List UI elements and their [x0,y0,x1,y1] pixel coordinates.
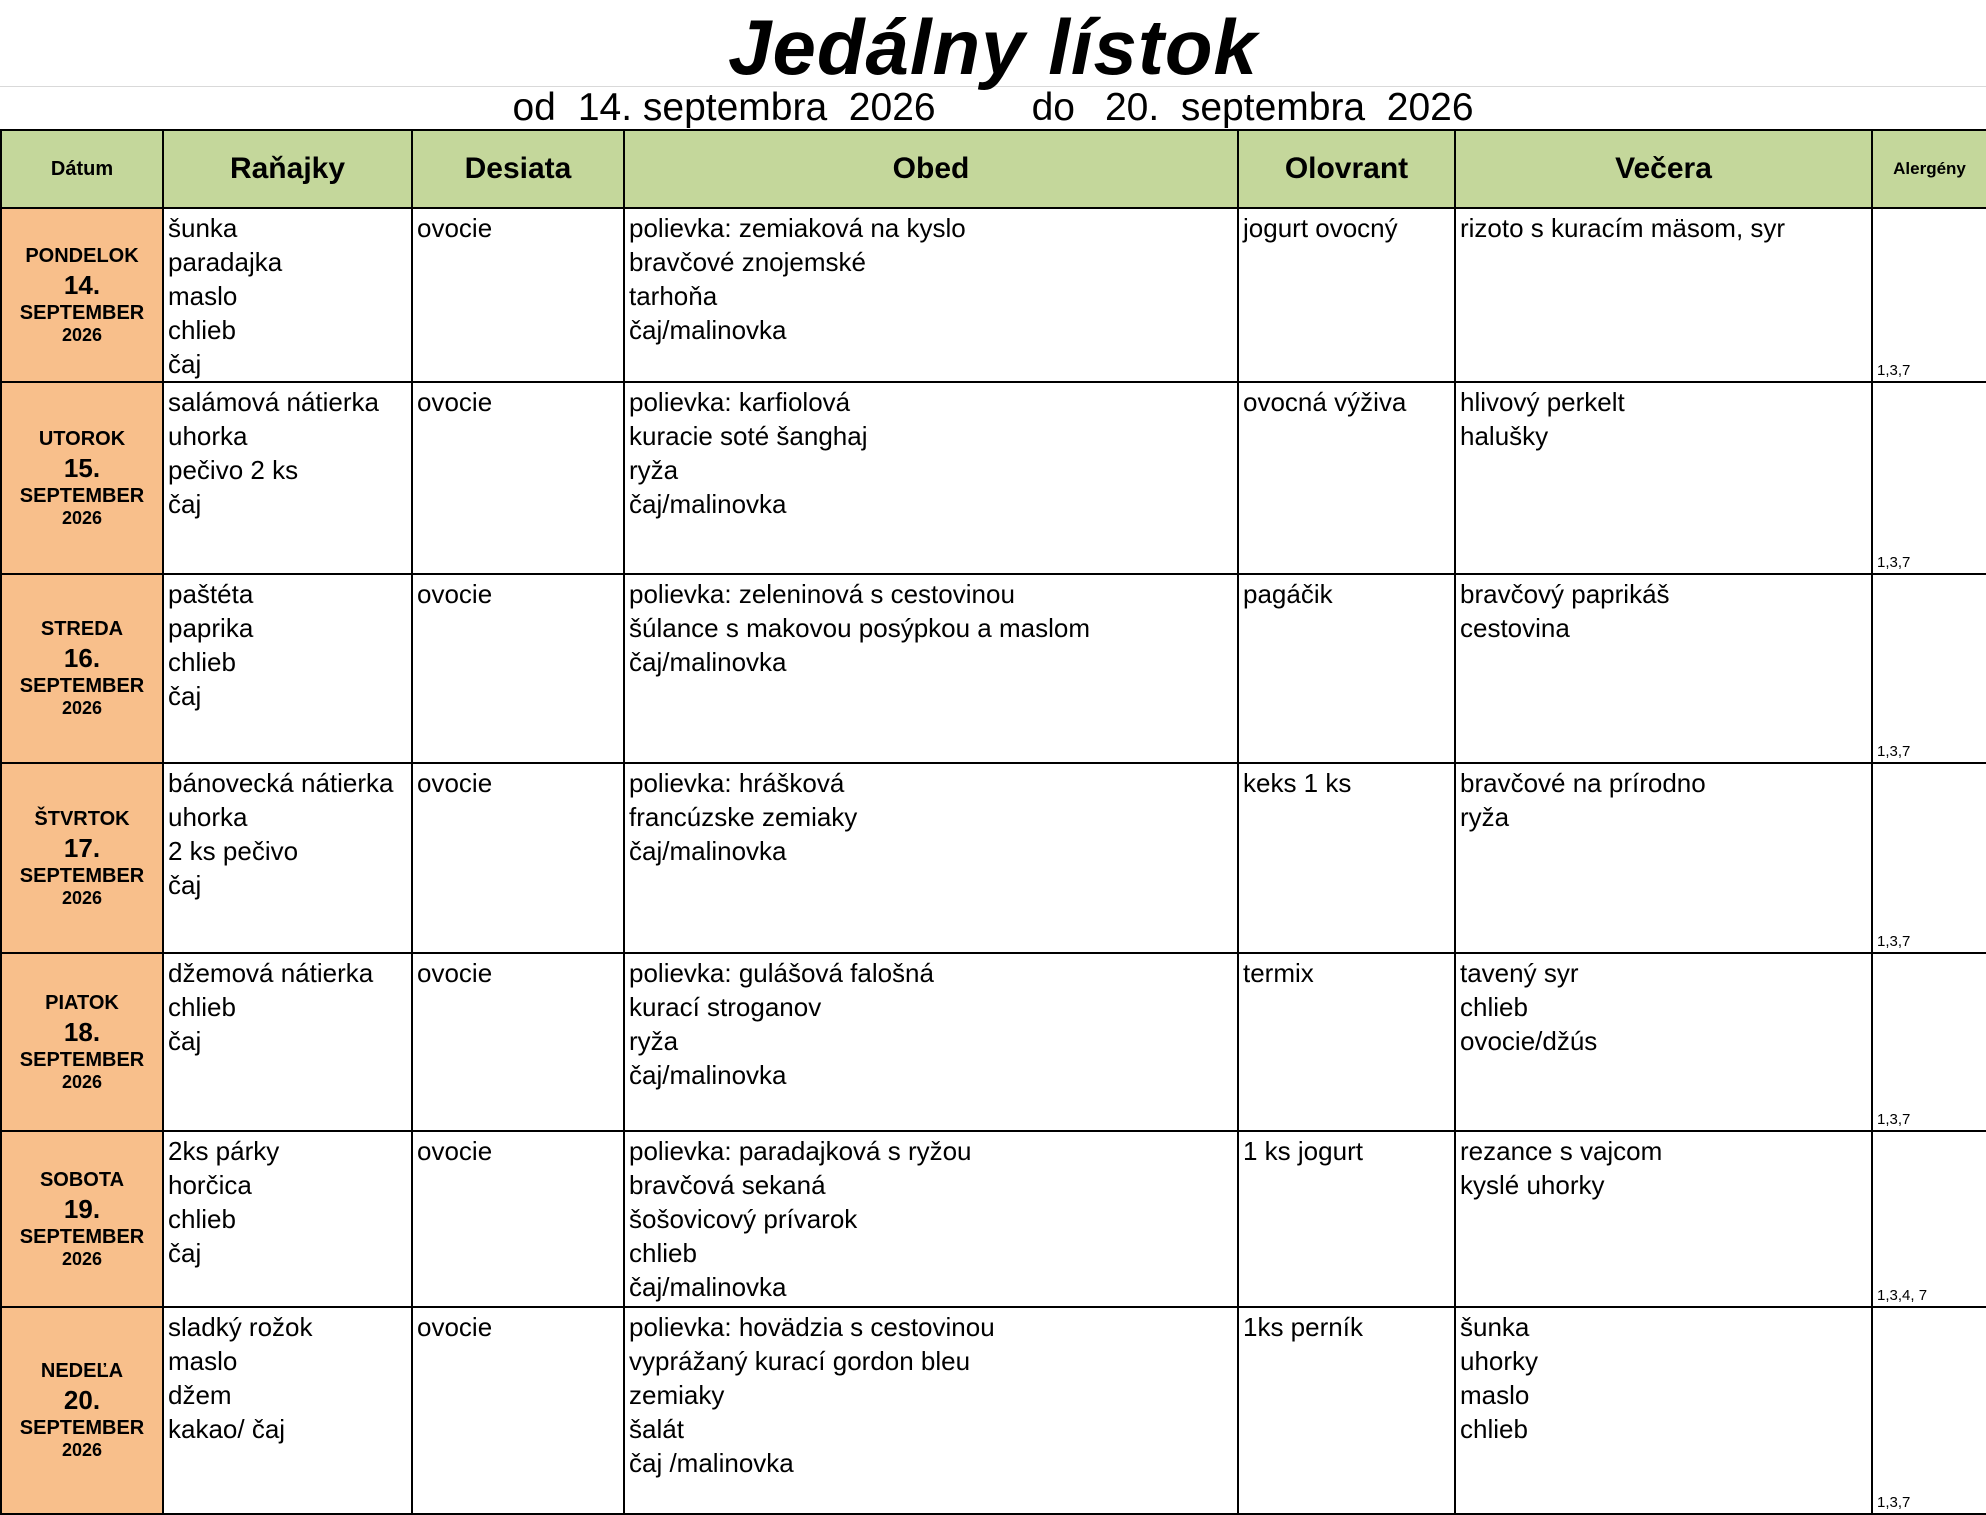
dinner-cell [1455,382,1872,574]
month-name: SEPTEMBER [19,484,145,507]
day-name: PIATOK [45,991,119,1014]
snack2-cell [1238,953,1455,1131]
day-name: SOBOTA [39,1168,125,1191]
menu-item: ryža [1460,802,1510,832]
menu-item: bravčový paprikáš [1460,579,1670,609]
menu-item: tavený syr [1460,958,1579,988]
date-cell [1,953,163,1131]
menu-item: čaj/malinovka [629,1060,787,1090]
allergens-cell: 1,3,7 [1872,953,1986,1131]
date-range [0,86,1986,130]
menu-item: paprika [168,613,254,643]
date-cell [1,1307,163,1514]
menu-item: čaj/malinovka [629,315,787,345]
day-name: PONDELOK [25,244,139,267]
month-name: SEPTEMBER [19,1417,145,1439]
menu-item: ovocie [417,579,493,609]
range-to-label: do [1031,86,1075,129]
menu-item: halušky [1460,421,1549,451]
lunch-cell [624,1307,1238,1514]
menu-item: kurací stroganov [629,992,822,1022]
menu-item: polievka: hovädzia s cestovinou [629,1312,995,1342]
menu-item: termix [1243,958,1314,988]
date-cell [1,208,163,382]
menu-item: kuracie soté šanghaj [629,421,868,451]
day-number: 18. [63,1016,101,1047]
menu-table [0,129,1986,1515]
menu-item: cestovina [1460,613,1570,643]
menu-item: francúzske zemiaky [629,802,858,832]
menu-item: kyslé uhorky [1460,1170,1605,1200]
header-date: Dátum [1,130,163,208]
breakfast-cell [163,1131,412,1307]
menu-item: pagáčik [1243,579,1333,609]
dinner-cell [1455,574,1872,763]
menu-item: bánovecká nátierka [168,768,394,798]
menu-item: čaj [168,1238,202,1268]
menu-item: polievka: paradajková s ryžou [629,1136,972,1166]
allergens-cell: 1,3,7 [1872,1307,1986,1514]
year: 2026 [61,1440,103,1460]
menu-item: 1ks perník [1243,1312,1363,1342]
menu-item: čaj [168,681,202,711]
lunch-cell [624,953,1238,1131]
menu-item: bravčová sekaná [629,1170,826,1200]
menu-item: jogurt ovocný [1243,213,1398,243]
menu-item: polievka: karfiolová [629,387,851,417]
menu-item: 2 ks pečivo [168,836,299,866]
lunch-cell [624,763,1238,953]
menu-item: čaj/malinovka [629,836,787,866]
title-row [0,0,1986,91]
menu-item: paštéta [168,579,254,609]
menu-item: ovocná výživa [1243,387,1407,417]
menu-item: bravčové na prírodno [1460,768,1706,798]
header-snack1: Desiata [412,130,624,208]
year: 2026 [61,1071,103,1092]
menu-item: šúlance s makovou posýpkou a maslom [629,613,1091,643]
snack1-cell [412,382,624,574]
lunch-cell [624,1131,1238,1307]
lunch-cell [624,382,1238,574]
menu-item: čaj/malinovka [629,1272,787,1302]
snack1-cell [412,1307,624,1514]
menu-item: uhorky [1460,1346,1539,1376]
dinner-cell [1455,1131,1872,1307]
menu-item: džem [168,1380,232,1410]
menu-item: polievka: gulášová falošná [629,958,934,988]
menu-item: ryža [629,455,679,485]
range-from-date: 14. septembra 2026 [577,86,936,129]
menu-item: chlieb [1460,1414,1528,1444]
breakfast-cell [163,208,412,382]
menu-item: ovocie [417,387,493,417]
day-number: 20. [63,1385,101,1415]
menu-item: ovocie [417,958,493,988]
day-row [1,574,1986,763]
menu-item: maslo [168,281,238,311]
breakfast-cell [163,574,412,763]
day-number: 14. [63,269,101,300]
allergens-cell: 1,3,4, 7 [1872,1131,1986,1307]
menu-item: šošovicový prívarok [629,1204,858,1234]
menu-item: chlieb [1460,992,1528,1022]
menu-item: maslo [1460,1380,1530,1410]
header-row [1,130,1986,208]
range-from-label: od [512,86,556,129]
menu-item: čaj/malinovka [629,647,787,677]
snack2-cell [1238,574,1455,763]
menu-item: kakao/ čaj [168,1414,286,1444]
menu-item: ovocie [417,1312,493,1342]
day-number: 19. [63,1193,101,1224]
day-row [1,382,1986,574]
menu-item: čaj [168,1026,202,1056]
date-cell [1,382,163,574]
day-row [1,208,1986,382]
dinner-cell [1455,208,1872,382]
snack1-cell [412,574,624,763]
month-name: SEPTEMBER [19,301,145,324]
day-name: ŠTVRTOK [34,807,130,830]
menu-item: ovocie/džús [1460,1026,1598,1056]
menu-item: zemiaky [629,1380,725,1410]
menu-item: 2ks párky [168,1136,280,1166]
menu-item: rizoto s kuracím mäsom, syr [1460,213,1786,243]
snack2-cell [1238,1131,1455,1307]
menu-item: uhorka [168,802,248,832]
menu-item: vyprážaný kurací gordon bleu [629,1346,971,1376]
menu-item: pečivo 2 ks [168,455,299,485]
menu-item: šunka [1460,1312,1530,1342]
menu-item: polievka: hrášková [629,768,845,798]
menu-item: čaj /malinovka [629,1448,794,1478]
year: 2026 [61,1248,103,1269]
snack1-cell [412,953,624,1131]
menu-item: polievka: zemiaková na kyslo [629,213,966,243]
snack1-cell [412,1131,624,1307]
menu-item: rezance s vajcom [1460,1136,1663,1166]
header-snack2: Olovrant [1238,130,1455,208]
breakfast-cell [163,953,412,1131]
menu-item: 1 ks jogurt [1243,1136,1363,1166]
snack2-cell [1238,763,1455,953]
snack2-cell [1238,382,1455,574]
menu-item: salámová nátierka [168,387,379,417]
menu-item: ryža [629,1026,679,1056]
day-row [1,763,1986,953]
day-row [1,1307,1986,1514]
year: 2026 [61,507,103,528]
snack1-cell [412,208,624,382]
menu-item: chlieb [168,647,236,677]
menu-item: ovocie [417,213,493,243]
date-cell [1,574,163,763]
menu-item: šunka [168,213,238,243]
lunch-cell [624,574,1238,763]
lunch-cell [624,208,1238,382]
month-name: SEPTEMBER [19,864,145,887]
menu-item: chlieb [629,1238,697,1268]
year: 2026 [61,698,103,718]
header-breakfast: Raňajky [163,130,412,208]
menu-item: ovocie [417,1136,493,1166]
snack2-cell [1238,208,1455,382]
menu-item: čaj [168,349,202,379]
dinner-cell [1455,1307,1872,1514]
range-to-date: 20. septembra 2026 [1104,86,1474,129]
month-name: SEPTEMBER [19,1048,145,1071]
menu-item: chlieb [168,315,236,345]
day-row [1,1131,1986,1307]
menu-item: maslo [168,1346,238,1376]
menu-item: chlieb [168,992,236,1022]
menu-item: čaj [168,870,202,900]
menu-item: horčica [168,1170,252,1200]
menu-item: tarhoňa [629,281,718,311]
snack1-cell [412,763,624,953]
allergens-cell: 1,3,7 [1872,208,1986,382]
allergens-cell: 1,3,7 [1872,763,1986,953]
month-name: SEPTEMBER [19,1225,145,1248]
menu-item: polievka: zeleninová s cestovinou [629,579,1015,609]
year: 2026 [61,324,103,345]
day-name: NEDEĽA [40,1360,124,1382]
day-name: UTOROK [38,427,126,450]
menu-item: ovocie [417,768,493,798]
allergens-cell: 1,3,7 [1872,382,1986,574]
menu-item: chlieb [168,1204,236,1234]
breakfast-cell [163,763,412,953]
menu-item: bravčové znojemské [629,247,866,277]
date-cell [1,1131,163,1307]
allergens-cell: 1,3,7 [1872,574,1986,763]
day-number: 16. [63,643,101,673]
month-name: SEPTEMBER [19,675,145,697]
date-cell [1,763,163,953]
day-name: STREDA [40,618,124,640]
menu-item: paradajka [168,247,283,277]
menu-item: sladký rožok [168,1312,313,1342]
snack2-cell [1238,1307,1455,1514]
header-dinner: Večera [1455,130,1872,208]
page-title: Jedálny lístok [728,3,1258,91]
menu-item: hlivový perkelt [1460,387,1625,417]
menu-body [1,208,1986,1514]
menu-item: keks 1 ks [1243,768,1352,798]
menu-item: čaj/malinovka [629,489,787,519]
dinner-cell [1455,763,1872,953]
day-number: 15. [63,452,101,483]
header-allergens: Alergény [1872,130,1986,208]
menu-item: čaj [168,489,202,519]
day-row [1,953,1986,1131]
header-lunch: Obed [624,130,1238,208]
year: 2026 [61,887,103,908]
menu-item: uhorka [168,421,248,451]
menu-item: džemová nátierka [168,958,374,988]
breakfast-cell [163,1307,412,1514]
breakfast-cell [163,382,412,574]
dinner-cell [1455,953,1872,1131]
day-number: 17. [63,832,101,863]
menu-item: šalát [629,1414,684,1444]
